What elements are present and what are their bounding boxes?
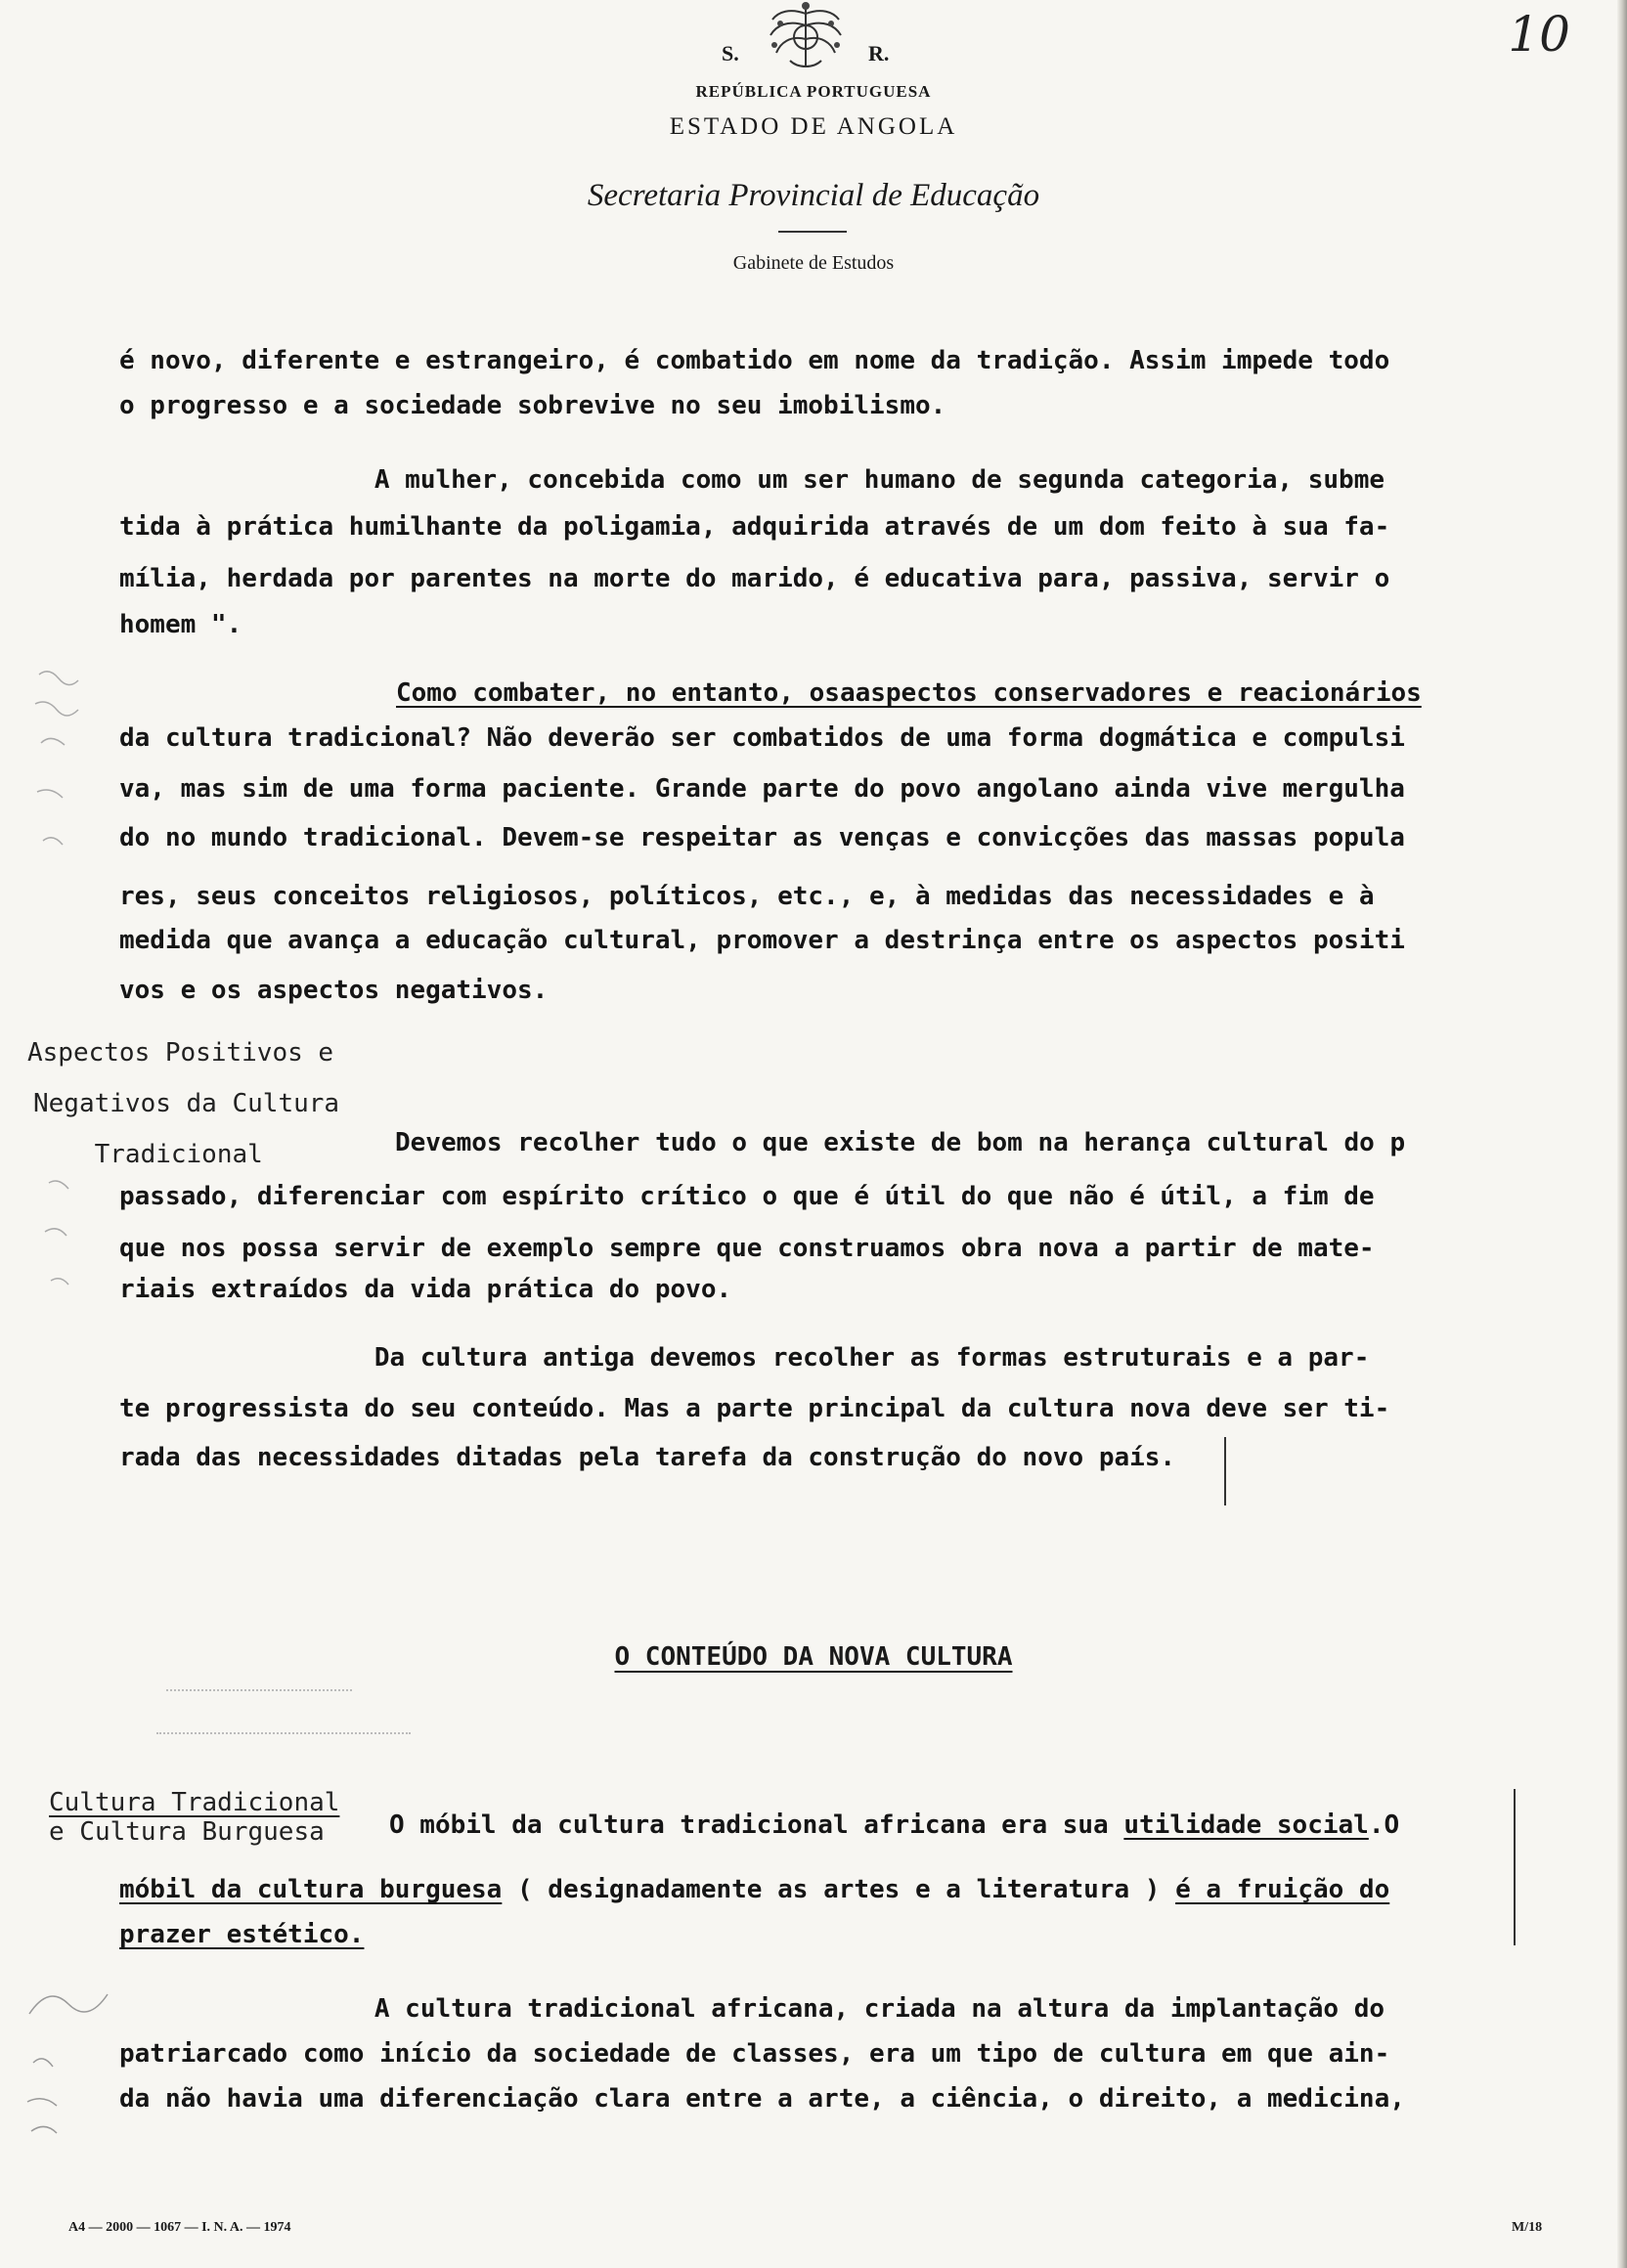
handwritten-scribble-icon xyxy=(29,665,117,880)
text-line: do no mundo tradicional. Devem-se respeitar as venças e convicções das massas popula xyxy=(119,823,1405,852)
text-line: O móbil da cultura tradicional africana era sua utilidade social.O xyxy=(389,1810,1400,1840)
text-line: móbil da cultura burguesa ( designadamente as artes e a literatura ) é a fruição do xyxy=(119,1875,1390,1904)
margin-heading: Aspectos Positivos e xyxy=(27,1038,334,1068)
letterhead-secretariat: Secretaria Provincial de Educação xyxy=(587,178,1040,213)
bleed-through xyxy=(156,1732,411,1734)
letterhead-rule xyxy=(778,231,847,233)
text-line: homem ". xyxy=(119,610,242,639)
letterhead-s: S. xyxy=(722,41,739,65)
text-line: te progressista do seu conteúdo. Mas a parte principal da cultura nova deve ser ti- xyxy=(119,1394,1390,1423)
text-line: mília, herdada por parentes na morte do marido, é educativa para, passiva, servir o xyxy=(119,564,1390,593)
page-edge-shadow xyxy=(1617,0,1627,2268)
margin-mark xyxy=(1224,1437,1226,1505)
text-line: tida à prática humilhante da poligamia, adquirida através de um dom feito à sua fa- xyxy=(119,512,1390,542)
section-heading: O CONTEÚDO DA NOVA CULTURA xyxy=(614,1642,1013,1672)
text-line: va, mas sim de uma forma paciente. Grande parte do povo angolano ainda vive mergulha xyxy=(119,774,1405,804)
text-line: res, seus conceitos religiosos, políticos, etc., e, à medidas das necessidades e à xyxy=(119,882,1375,911)
letterhead-office: Gabinete de Estudos xyxy=(732,252,895,274)
margin-mark xyxy=(1514,1789,1516,1945)
bleed-through xyxy=(166,1689,352,1691)
margin-heading: Negativos da Cultura xyxy=(33,1089,340,1118)
text-line: o progresso e a sociedade sobrevive no seu imobilismo. xyxy=(119,391,946,420)
letterhead-state: ESTADO DE ANGOLA xyxy=(669,113,958,140)
text-line: riais extraídos da vida prática do povo. xyxy=(119,1275,732,1304)
text-line: patriarcado como início da sociedade de classes, era um tipo de cultura em que ain- xyxy=(119,2039,1390,2069)
text-line: Devemos recolher tudo o que existe de bom na herança cultural do p xyxy=(395,1128,1406,1157)
footer-print-code: A4 — 2000 — 1067 — I. N. A. — 1974 xyxy=(68,2220,291,2235)
text-line: Da cultura antiga devemos recolher as formas estruturais e a par- xyxy=(237,1343,1370,1373)
text-line: A cultura tradicional africana, criada na altura da implantação do xyxy=(237,1994,1385,2024)
text-line: passado, diferenciar com espírito crítico o que é útil do que não é útil, a fim de xyxy=(119,1182,1375,1211)
margin-heading: e Cultura Burguesa xyxy=(49,1817,325,1847)
footer-form-code: M/18 xyxy=(1512,2220,1543,2235)
text-line: vos e os aspectos negativos. xyxy=(119,976,549,1005)
underlined-question: Como combater, no entanto, osaaspectos conservadores e reacionários xyxy=(396,678,1422,708)
letterhead-republic: REPÚBLICA PORTUGUESA xyxy=(695,82,932,101)
text-line: medida que avança a educação cultural, promover a destrinça entre os aspectos positi xyxy=(119,926,1405,955)
letterhead-r: R. xyxy=(868,41,890,65)
text-line: que nos possa servir de exemplo sempre que construamos obra nova a partir de mate- xyxy=(119,1234,1375,1263)
text-line: é novo, diferente e estrangeiro, é combatido em nome da tradição. Assim impede todo xyxy=(119,346,1390,375)
margin-heading: Cultura Tradicional xyxy=(49,1788,340,1817)
handwritten-scribble-icon xyxy=(20,1975,127,2151)
text-line: rada das necessidades ditadas pela tarefa da construção do novo país. xyxy=(119,1443,1176,1472)
text-line: da não havia uma diferenciação clara entre a arte, a ciência, o direito, a medicina, xyxy=(119,2084,1405,2114)
handwritten-scribble-icon xyxy=(39,1173,108,1310)
handwritten-page-number: 10 xyxy=(1508,6,1570,63)
margin-heading: Tradicional xyxy=(33,1140,263,1169)
text-line: prazer estético. xyxy=(119,1920,365,1949)
text-line: A mulher, concebida como um ser humano de segunda categoria, subme xyxy=(237,465,1385,495)
text-line: da cultura tradicional? Não deverão ser combatidos de uma forma dogmática e compulsi xyxy=(119,723,1405,753)
coat-of-arms-icon xyxy=(761,0,851,72)
